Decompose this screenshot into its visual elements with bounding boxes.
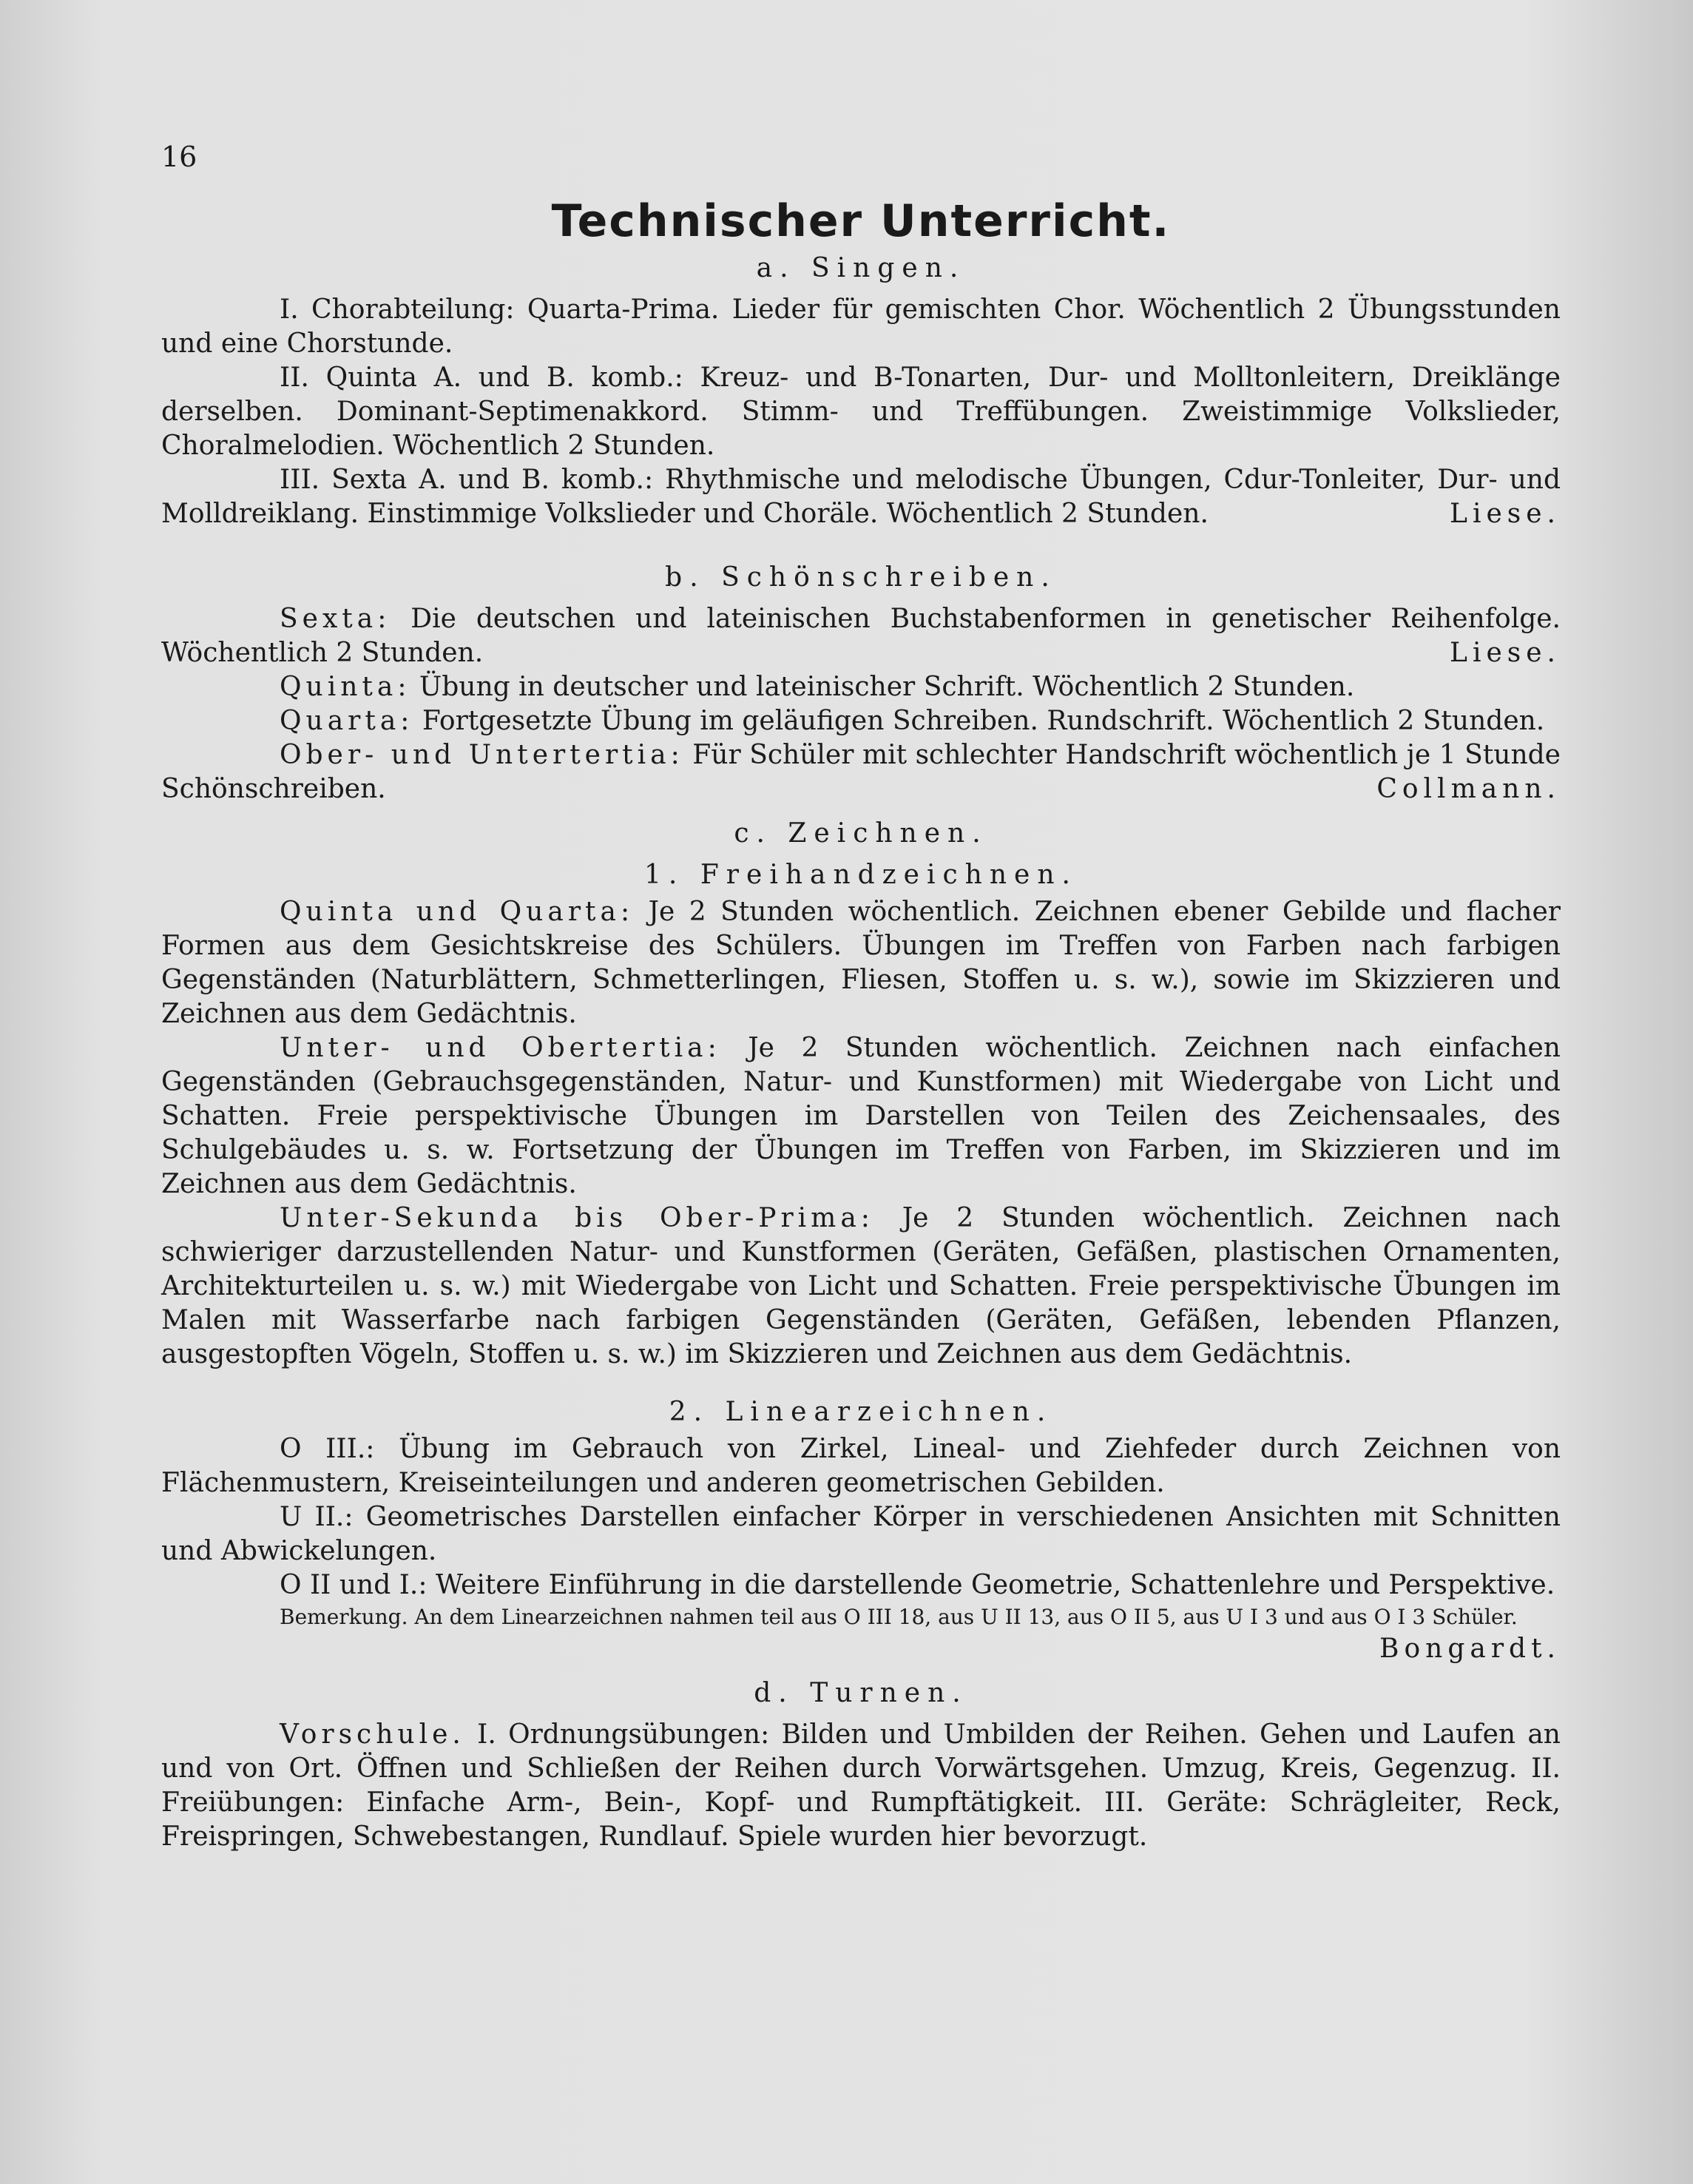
class-label: Sexta: (280, 604, 391, 634)
paragraph-text: Für Schüler mit schlechter Handschrift wöchentlich je 1 Stunde Schönschreiben. (161, 740, 1561, 804)
paragraph-text: III. Sexta A. und B. komb.: Rhythmische und melodische Übungen, Cdur-Tonleiter, Dur- und Molldreiklang. Einstimmige Volkslieder und Choräle. Wöchentlich 2 Stunden. (161, 465, 1561, 529)
paragraph (161, 1718, 1561, 1854)
class-label: Unter- und Obertertia: (280, 1033, 721, 1063)
teacher-name: Collmann. (1376, 774, 1561, 804)
page-number: 16 (161, 141, 197, 173)
paragraph (161, 1500, 1561, 1568)
paragraph-text: Weitere Einführung in die darstellende Geometrie, Schattenlehre und Perspektive. (435, 1570, 1555, 1600)
paragraph-text: I. Ordnungsübungen: Bilden und Umbilden der Reihen. Gehen und Laufen an und von Ort. Öffnen und Schließen der Reihen durch Vorwärtsgehen. Umzug, Kreis, Gegenzug. II. Freiübungen: Einfache Arm-, Bein-, Kopf- und Rumpftätigkeit. III. Geräte: Schrägleiter, Reck, Freispringen, Schwebestangen, Rundlauf. Spiele wurden hier bevorzugt. (161, 1719, 1561, 1852)
section-heading-singen: a. Singen. (756, 253, 966, 283)
page-title: Technischer Unterricht. (551, 195, 1171, 247)
paragraph (161, 895, 1561, 1031)
class-label: Ober- und Untertertia: (280, 740, 684, 770)
paragraph-text: Die deutschen und lateinischen Buchstabenformen in genetischer Reihenfolge. Wöchentlich 2 Stunden. (161, 604, 1561, 668)
class-label: Unter-Sekunda bis Ober-Prima: (280, 1203, 874, 1233)
paragraph-text: Je 2 Stunden wöchentlich. Zeichnen ebener Gebilde und flacher Formen aus dem Gesichtskreise des Schülers. Übungen im Treffen von Farben nach farbigen Gegenständen (Naturblättern, Schmetterlingen, Fliesen, Stoffen u. s. w.), sowie im Skizzieren und Zeichnen aus dem Gedächtnis. (161, 897, 1561, 1029)
paragraph (161, 1568, 1561, 1602)
paragraph (161, 1031, 1561, 1201)
teacher-name: Bongardt. (1379, 1634, 1561, 1664)
class-label: U II.: (280, 1502, 354, 1532)
paragraph (161, 1201, 1561, 1372)
section-heading-schoenschreiben: b. Schönschreiben. (665, 562, 1057, 593)
paragraph-text: Fortgesetzte Übung im geläufigen Schreiben. Rundschrift. Wöchentlich 2 Stunden. (422, 706, 1545, 736)
paragraph-text: Geometrisches Darstellen einfacher Körper in verschiedenen Ansichten mit Schnitten und Abwickelungen. (161, 1502, 1561, 1566)
paragraph (161, 602, 1561, 670)
paragraph (161, 670, 1561, 704)
class-label: Quarta: (280, 706, 414, 736)
class-label: Vorschule. (280, 1719, 465, 1750)
section-heading-turnen: d. Turnen. (754, 1678, 968, 1708)
class-label: O II und I.: (280, 1570, 428, 1600)
paragraph-text: Je 2 Stunden wöchentlich. Zeichnen nach einfachen Gegenständen (Gebrauchsgegenständen, Natur- und Kunstformen) mit Wiedergabe von Licht und Schatten. Freie perspektivische Übungen im Darstellen von Teilen des Zeichensaales, des Schulgebäudes u. s. w. Fortsetzung der Übungen im Treffen von Farben, im Skizzieren und im Zeichnen aus dem Gedächtnis. (161, 1033, 1561, 1199)
teacher-name: Liese. (1450, 638, 1561, 668)
paragraph-text: Übung im Gebrauch von Zirkel, Lineal- und Ziehfeder durch Zeichnen von Flächenmustern, Kreiseinteilungen und anderen geometrischen Gebilden. (161, 1434, 1561, 1498)
paragraph (161, 1432, 1561, 1500)
class-label: Quinta: (280, 672, 411, 702)
paragraph: I. Chorabteilung: Quarta-Prima. Lieder für gemischten Chor. Wöchentlich 2 Übungsstunden und eine Chorstunde. (161, 294, 1561, 359)
paragraph (161, 704, 1561, 738)
remark: Bemerkung. An dem Linearzeichnen nahmen teil aus O III 18, aus U II 13, aus O II 5, aus U I 3 und aus O I 3 Schüler. (280, 1605, 1518, 1629)
class-label: O III.: (280, 1434, 375, 1464)
paragraph-text: Übung in deutscher und lateinischer Schrift. Wöchentlich 2 Stunden. (419, 672, 1355, 702)
paragraph: II. Quinta A. und B. komb.: Kreuz- und B-Tonarten, Dur- und Molltonleitern, Dreiklänge derselben. Dominant-Septimenakkord. Stimm- und Treffübungen. Zweistimmige Volkslieder, Choralmelodien. Wöchentlich 2 Stunden. (161, 363, 1561, 461)
paragraph (161, 1632, 1561, 1666)
paragraph-text: Je 2 Stunden wöchentlich. Zeichnen nach schwieriger darzustellenden Natur- und Kunstformen (Geräten, Gefäßen, plastischen Ornamenten, Architekturteilen u. s. w.) mit Wiedergabe von Licht und Schatten. Freie perspektivische Übungen im Malen mit Wasserfarbe nach farbigen Gegenständen (Geräten, Gefäßen, lebenden Pflanzen, ausgestopften Vögeln, Stoffen u. s. w.) im Skizzieren und Zeichnen aus dem Gedächtnis. (161, 1203, 1561, 1369)
paragraph (161, 463, 1561, 531)
section-heading-zeichnen: c. Zeichnen. (734, 818, 988, 849)
teacher-name: Liese. (1450, 499, 1561, 529)
paragraph (161, 738, 1561, 806)
subsection-heading: 1. Freihandzeichnen. (644, 860, 1078, 890)
page-content (161, 141, 1561, 1854)
class-label: Quinta und Quarta: (280, 897, 635, 927)
subsection-heading: 2. Linearzeichnen. (669, 1397, 1053, 1427)
